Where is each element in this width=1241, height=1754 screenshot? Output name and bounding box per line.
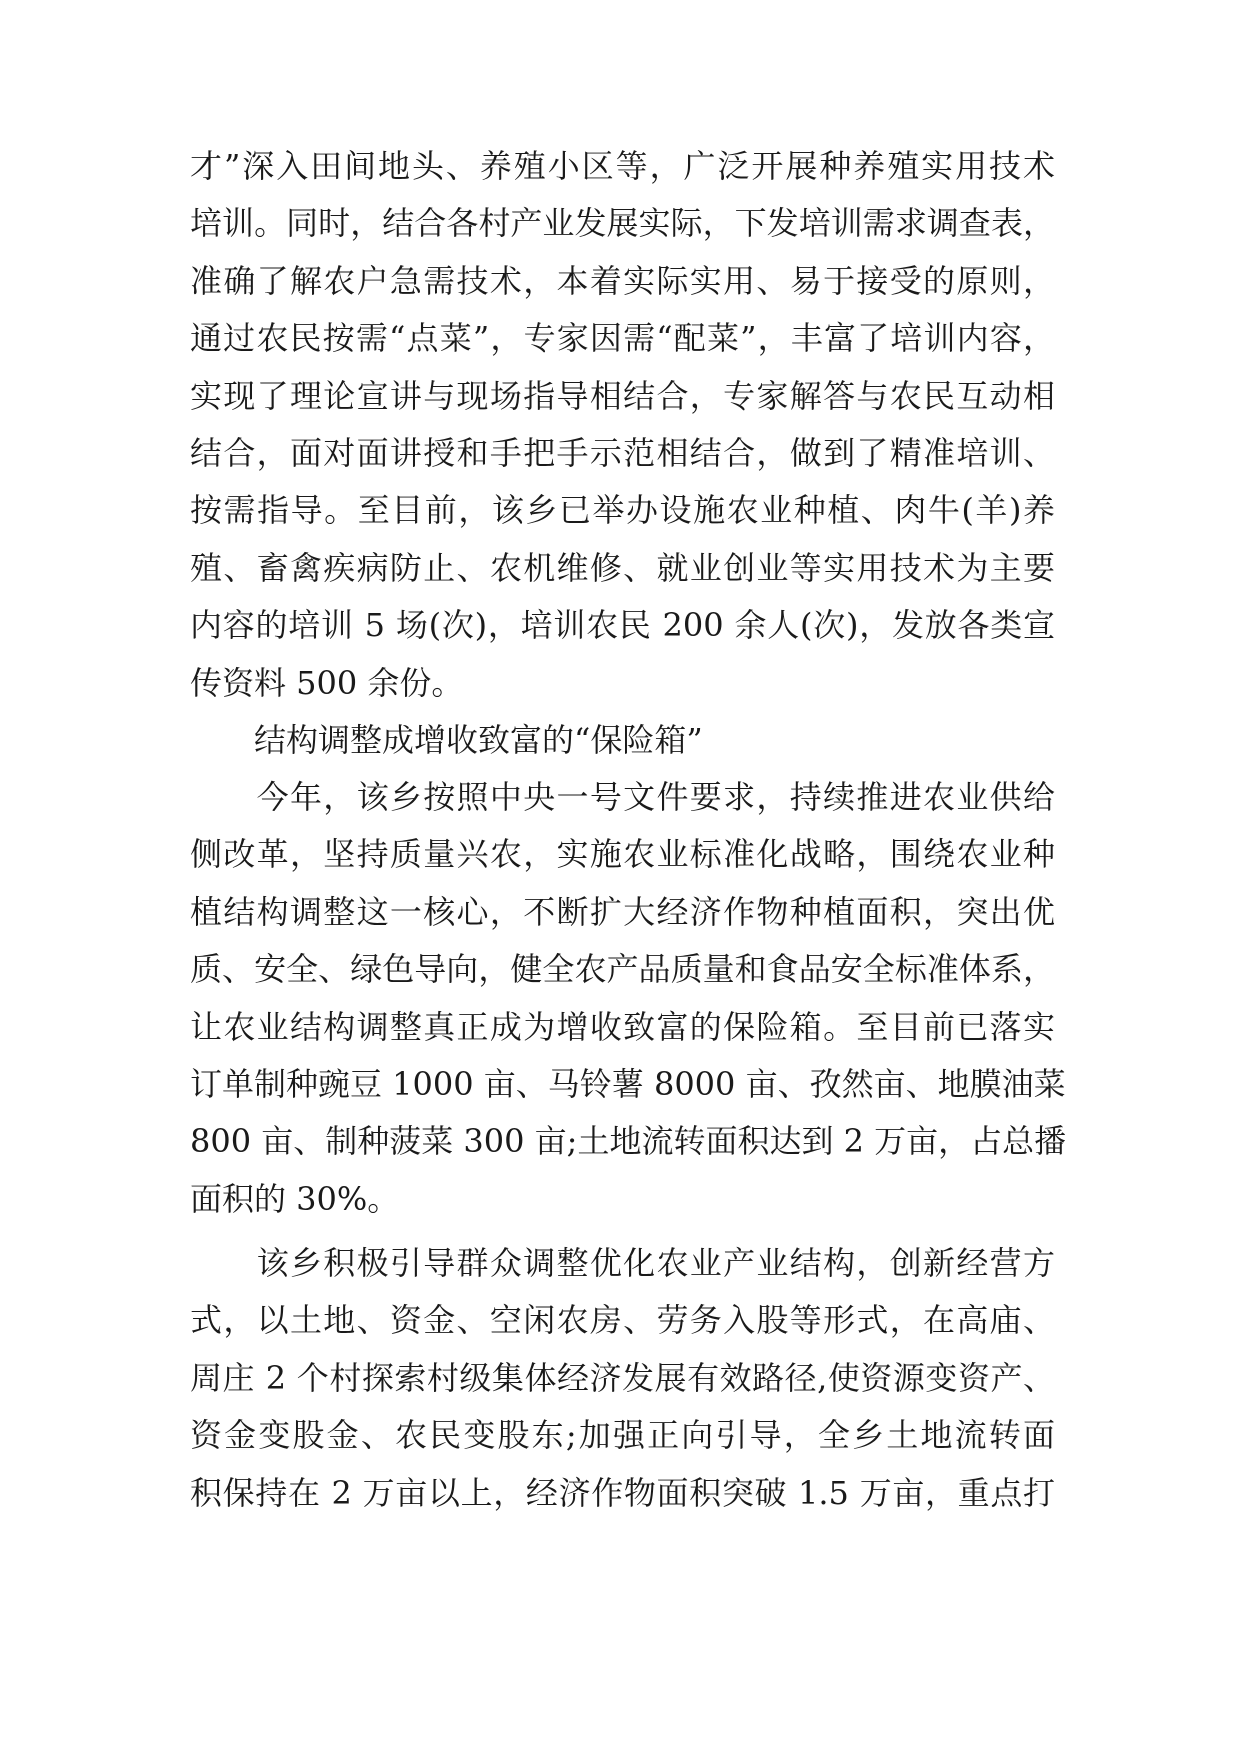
paragraph-structure-adjustment xyxy=(190,769,1067,1228)
text-line: 800 亩、制种菠菜 300 亩;土地流转面积达到 2 万亩，占总播 xyxy=(190,1122,1067,1161)
text-line: 植结构调整这一核心，不断扩大经济作物种植面积，突出优 xyxy=(190,892,1055,931)
section-heading: 结构调整成增收致富的“保险箱” xyxy=(254,721,703,759)
text-line: 按需指导。至目前，该乡已举办设施农业种植、肉牛(羊)养 xyxy=(190,491,1055,530)
paragraph-industry-structure xyxy=(190,1235,1055,1522)
text-line: 积保持在 2 万亩以上，经济作物面积突破 1.5 万亩，重点打 xyxy=(190,1473,1055,1512)
text-line: 质、安全、绿色导向，健全农产品质量和食品安全标准体系， xyxy=(190,950,1055,989)
text-line: 今年，该乡按照中央一号文件要求，持续推进农业供给 xyxy=(190,778,1055,816)
text-line: 资金变股金、农民变股东;加强正向引导，全乡土地流转面 xyxy=(190,1416,1055,1455)
text-line: 订单制种豌豆 1000 亩、马铃薯 8000 亩、孜然亩、地膜油菜 xyxy=(190,1064,1066,1103)
text-line: 实现了理论宣讲与现场指导相结合，专家解答与农民互动相 xyxy=(190,376,1055,415)
section-heading-block xyxy=(190,712,1055,769)
text-line: 内容的培训 5 场(次)，培训农民 200 余人(次)，发放各类宣 xyxy=(190,606,1055,645)
paragraph-training xyxy=(190,138,1055,712)
text-line: 周庄 2 个村探索村级集体经济发展有效路径,使资源变资产、 xyxy=(190,1358,1055,1397)
text-line: 传资料 500 余份。 xyxy=(190,663,464,702)
text-line: 侧改革，坚持质量兴农，实施农业标准化战略，围绕农业种 xyxy=(190,835,1055,874)
text-line: 式，以土地、资金、空闲农房、劳务入股等形式，在高庙、 xyxy=(190,1301,1055,1340)
text-line: 面积的 30%。 xyxy=(190,1179,400,1218)
text-line: 结合，面对面讲授和手把手示范相结合，做到了精准培训、 xyxy=(190,433,1055,472)
text-line: 通过农民按需“点菜”，专家因需“配菜”，丰富了培训内容， xyxy=(190,319,1055,358)
text-line: 殖、畜禽疾病防止、农机维修、就业创业等实用技术为主要 xyxy=(190,548,1055,587)
text-line: 让农业结构调整真正成为增收致富的保险箱。至目前已落实 xyxy=(190,1007,1055,1046)
text-line: 培训。同时，结合各村产业发展实际，下发培训需求调查表， xyxy=(190,204,1055,243)
text-line: 才”深入田间地头、养殖小区等，广泛开展种养殖实用技术 xyxy=(190,147,1055,185)
text-line: 准确了解农户急需技术，本着实际实用、易于接受的原则， xyxy=(190,261,1055,300)
text-line: 该乡积极引导群众调整优化农业产业结构，创新经营方 xyxy=(190,1244,1055,1282)
